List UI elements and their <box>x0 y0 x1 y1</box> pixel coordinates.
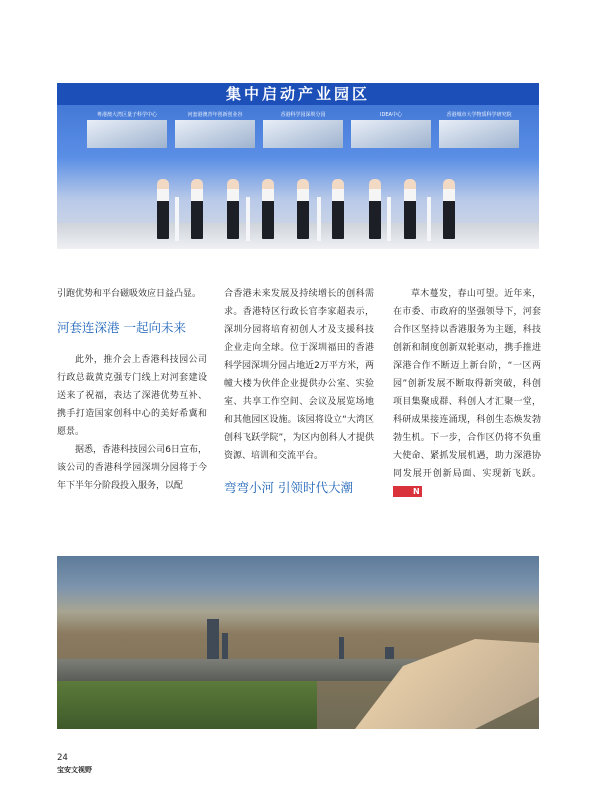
thumb-label: 河套港澳青年创新创业谷 <box>187 112 243 118</box>
column-3 <box>393 285 541 501</box>
section-heading: 弯弯小河 引领时代大潮 <box>224 480 353 495</box>
podium-stand <box>427 197 431 241</box>
speaker-figure <box>332 179 344 239</box>
end-mark-badge: N <box>393 486 422 497</box>
thumb-label: 香港科学园深圳分园 <box>280 112 326 118</box>
thumb-3 <box>263 111 343 148</box>
speaker-figure <box>369 179 381 239</box>
thumb-4 <box>351 111 431 148</box>
speaker-figure <box>227 179 239 239</box>
column-2 <box>224 285 374 497</box>
podium-stand <box>175 197 179 241</box>
thumb-label: 粤港澳大湾区量子科学中心 <box>96 112 157 118</box>
paragraph <box>393 285 541 501</box>
top-photo <box>57 83 539 249</box>
thumb-1 <box>87 111 167 148</box>
speaker-figure <box>443 179 455 239</box>
photo-thumbnails <box>87 111 519 148</box>
podium-stand <box>387 197 391 241</box>
bottom-photo <box>57 556 539 729</box>
section-heading: 河套连深港 一起向未来 <box>57 320 186 335</box>
magazine-logo: 宝安文视野 <box>57 766 92 774</box>
thumb-label: 香港城市大学物质科学研究院 <box>446 112 512 118</box>
speaker-figure <box>297 179 309 239</box>
greenery <box>57 681 317 729</box>
page-number: 24 <box>57 753 68 763</box>
speaker-figure <box>262 179 274 239</box>
paragraph: 此外，推介会上香港科技园公司行政总裁黄克强专门线上对河套建设送来了祝福，表达了深港优势互补、携手打造国家创科中心的美好希冀和愿景。 <box>57 355 207 437</box>
podium-stand <box>246 197 250 241</box>
paragraph: 引跑优势和平台磁吸效应日益凸显。 <box>57 289 202 299</box>
speaker-figure <box>404 179 416 239</box>
speaker-figure <box>157 179 169 239</box>
thumb-label: IDEA中心 <box>380 112 402 118</box>
thumb-2 <box>175 111 255 148</box>
podium-stand <box>317 197 321 241</box>
photo-banner: 集中启动产业园区 <box>57 83 539 105</box>
paragraph: 合香港未来发展及持续增长的创科需求。香港特区行政长官李家超表示，深圳分园将培育初创人才及支援科技企业走向全球。位于深圳福田的香港科学园深圳分园占地近2万平方米，两幢大楼为伙伴企业提供办公室、实验室、共享工作空间、会议及展览场地和其他园区设施。该园将设立“大湾区创科飞跃学院”，为区内创科人才提供资源、培训和交流平台。 <box>224 289 374 461</box>
speaker-figure <box>191 179 203 239</box>
thumb-5 <box>439 111 519 148</box>
paragraph: 据悉，香港科技园公司6日宣布，该公司的香港科学园深圳分园将于今年下半年分阶段投入服务，以配 <box>57 445 207 491</box>
paragraph-text: 草木蔓发，春山可望。近年来，在市委、市政府的坚强领导下，河套合作区坚持以香港服务为主题，科技创新和制度创新双轮驱动，携手推进深港合作不断迈上新台阶，“一区两园”创新发展不断取得新突破，科创项目集聚成群、科创人才汇聚一堂，科研成果接连涌现，科创生态焕发勃勃生机。下一步，合作区仍将不负重大使命、紧抓发展机遇，助力深港协同发展开创新局面、实现新飞跃。 <box>393 289 541 479</box>
column-1 <box>57 285 207 495</box>
